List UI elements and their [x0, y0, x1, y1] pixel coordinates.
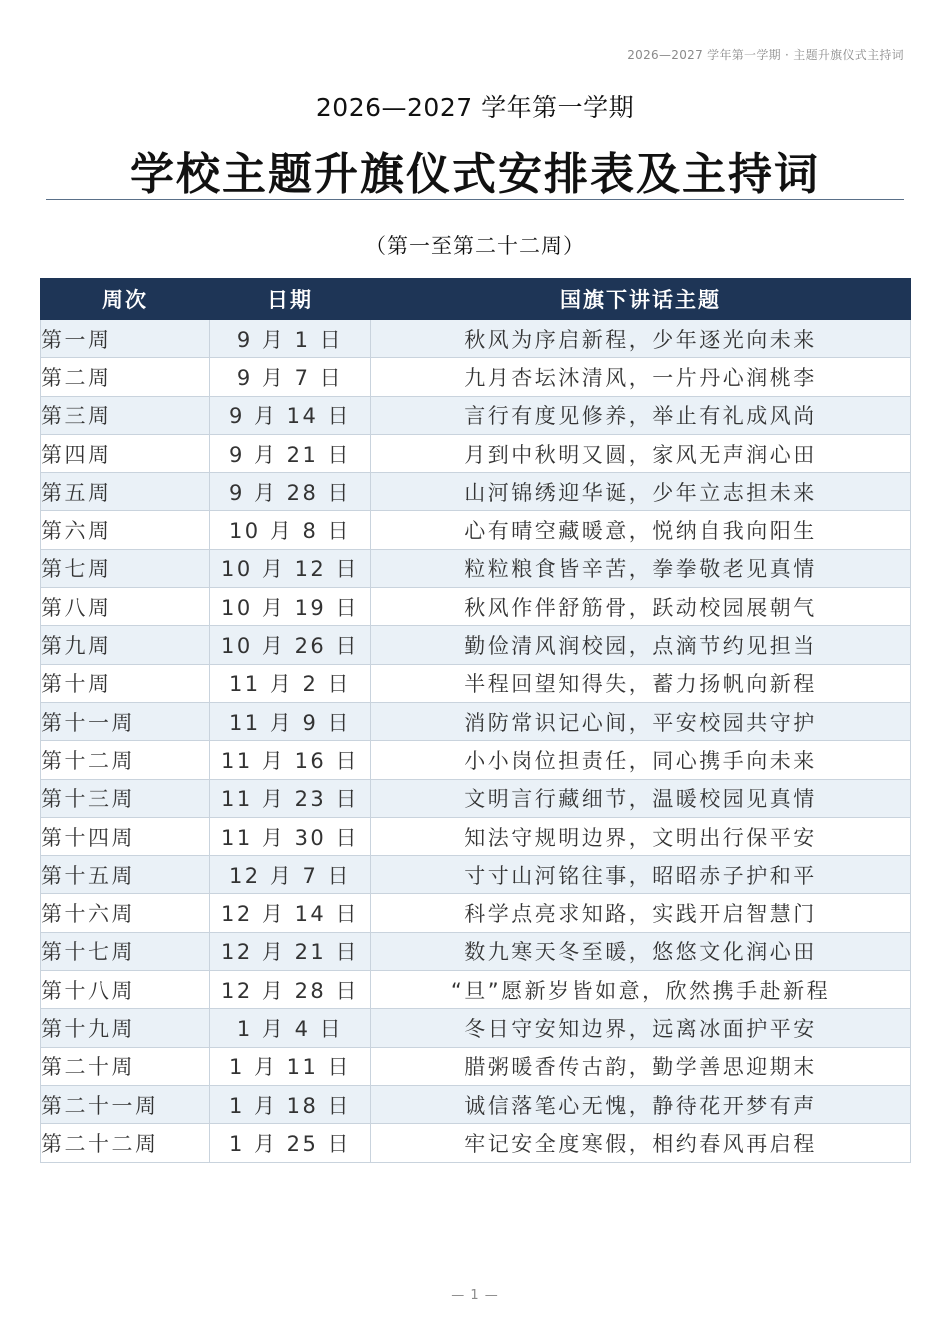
theme-cell: 文明言行藏细节，温暖校园见真情	[371, 779, 911, 817]
date-cell: 11 月 16 日	[210, 741, 371, 779]
table-row	[41, 932, 911, 970]
date-cell: 11 月 2 日	[210, 664, 371, 702]
theme-cell: 勤俭清风润校园，点滴节约见担当	[371, 626, 911, 664]
week-cell: 第二十二周	[41, 1124, 210, 1162]
table-row	[41, 320, 911, 358]
date-cell: 1 月 11 日	[210, 1047, 371, 1085]
date-cell: 9 月 28 日	[210, 473, 371, 511]
theme-cell: 秋风作伴舒筋骨，跃动校园展朝气	[371, 588, 911, 626]
table-row	[41, 1047, 911, 1085]
week-cell: 第十一周	[41, 702, 210, 740]
theme-cell: 山河锦绣迎华诞，少年立志担未来	[371, 473, 911, 511]
week-cell: 第十八周	[41, 971, 210, 1009]
table-row	[41, 779, 911, 817]
theme-cell: 心有晴空藏暖意，悦纳自我向阳生	[371, 511, 911, 549]
week-cell: 第三周	[41, 396, 210, 434]
theme-cell: 牢记安全度寒假，相约春风再启程	[371, 1124, 911, 1162]
table-row	[41, 894, 911, 932]
date-cell: 12 月 7 日	[210, 856, 371, 894]
table-body	[41, 320, 911, 1163]
date-cell: 10 月 12 日	[210, 549, 371, 587]
table-row	[41, 1124, 911, 1162]
week-cell: 第二十一周	[41, 1085, 210, 1123]
date-cell: 12 月 14 日	[210, 894, 371, 932]
date-cell: 1 月 25 日	[210, 1124, 371, 1162]
week-cell: 第五周	[41, 473, 210, 511]
table-row	[41, 396, 911, 434]
week-cell: 第四周	[41, 434, 210, 472]
week-cell: 第八周	[41, 588, 210, 626]
theme-cell: 言行有度见修养，举止有礼成风尚	[371, 396, 911, 434]
table-row	[41, 511, 911, 549]
week-cell: 第一周	[41, 320, 210, 358]
theme-cell: 数九寒天冬至暖，悠悠文化润心田	[371, 932, 911, 970]
week-cell: 第九周	[41, 626, 210, 664]
table-row	[41, 358, 911, 396]
date-cell: 11 月 30 日	[210, 817, 371, 855]
table-row	[41, 856, 911, 894]
date-cell: 11 月 9 日	[210, 702, 371, 740]
theme-cell: 冬日守安知边界，远离冰面护平安	[371, 1009, 911, 1047]
week-cell: 第十七周	[41, 932, 210, 970]
table-row	[41, 434, 911, 472]
table-row	[41, 588, 911, 626]
week-cell: 第十五周	[41, 856, 210, 894]
theme-cell: 半程回望知得失，蓄力扬帆向新程	[371, 664, 911, 702]
running-header: 2026—2027 学年第一学期 · 主题升旗仪式主持词	[627, 48, 904, 62]
theme-cell: 科学点亮求知路，实践开启智慧门	[371, 894, 911, 932]
header-week: 周次	[41, 279, 210, 320]
schedule-table	[40, 278, 911, 1163]
theme-cell: “旦”愿新岁皆如意，欣然携手赴新程	[371, 971, 911, 1009]
theme-cell: 消防常识记心间，平安校园共守护	[371, 702, 911, 740]
theme-cell: 寸寸山河铭往事，昭昭赤子护和平	[371, 856, 911, 894]
week-cell: 第十四周	[41, 817, 210, 855]
table-header-row	[41, 279, 911, 320]
table-row	[41, 817, 911, 855]
header-date: 日期	[210, 279, 371, 320]
date-cell: 9 月 14 日	[210, 396, 371, 434]
date-cell: 9 月 7 日	[210, 358, 371, 396]
theme-cell: 小小岗位担责任，同心携手向未来	[371, 741, 911, 779]
table-row	[41, 741, 911, 779]
theme-cell: 月到中秋明又圆，家风无声润心田	[371, 434, 911, 472]
document-subtitle: 2026—2027 学年第一学期	[315, 93, 635, 122]
title-divider	[46, 199, 904, 200]
theme-cell: 秋风为序启新程，少年逐光向未来	[371, 320, 911, 358]
date-cell: 10 月 26 日	[210, 626, 371, 664]
date-cell: 1 月 4 日	[210, 1009, 371, 1047]
theme-cell: 粒粒粮食皆辛苦，拳拳敬老见真情	[371, 549, 911, 587]
week-cell: 第二十周	[41, 1047, 210, 1085]
date-cell: 12 月 21 日	[210, 932, 371, 970]
week-cell: 第二周	[41, 358, 210, 396]
week-cell: 第十三周	[41, 779, 210, 817]
week-cell: 第十周	[41, 664, 210, 702]
date-cell: 9 月 21 日	[210, 434, 371, 472]
table-row	[41, 971, 911, 1009]
header-theme: 国旗下讲话主题	[371, 279, 911, 320]
date-cell: 10 月 8 日	[210, 511, 371, 549]
date-cell: 1 月 18 日	[210, 1085, 371, 1123]
page-number: — 1 —	[451, 1288, 499, 1303]
table-row	[41, 664, 911, 702]
table-row	[41, 1009, 911, 1047]
week-cell: 第十六周	[41, 894, 210, 932]
document-title: 学校主题升旗仪式安排表及主持词	[130, 149, 820, 200]
table-row	[41, 549, 911, 587]
date-cell: 12 月 28 日	[210, 971, 371, 1009]
theme-cell: 知法守规明边界，文明出行保平安	[371, 817, 911, 855]
week-cell: 第十二周	[41, 741, 210, 779]
table-row	[41, 702, 911, 740]
table-row	[41, 626, 911, 664]
week-cell: 第七周	[41, 549, 210, 587]
date-cell: 11 月 23 日	[210, 779, 371, 817]
date-cell: 10 月 19 日	[210, 588, 371, 626]
theme-cell: 诚信落笔心无愧，静待花开梦有声	[371, 1085, 911, 1123]
theme-cell: 腊粥暖香传古韵，勤学善思迎期末	[371, 1047, 911, 1085]
week-range: （第一至第二十二周）	[365, 234, 585, 258]
table-row	[41, 473, 911, 511]
table-row	[41, 1085, 911, 1123]
week-cell: 第六周	[41, 511, 210, 549]
date-cell: 9 月 1 日	[210, 320, 371, 358]
week-cell: 第十九周	[41, 1009, 210, 1047]
theme-cell: 九月杏坛沐清风，一片丹心润桃李	[371, 358, 911, 396]
